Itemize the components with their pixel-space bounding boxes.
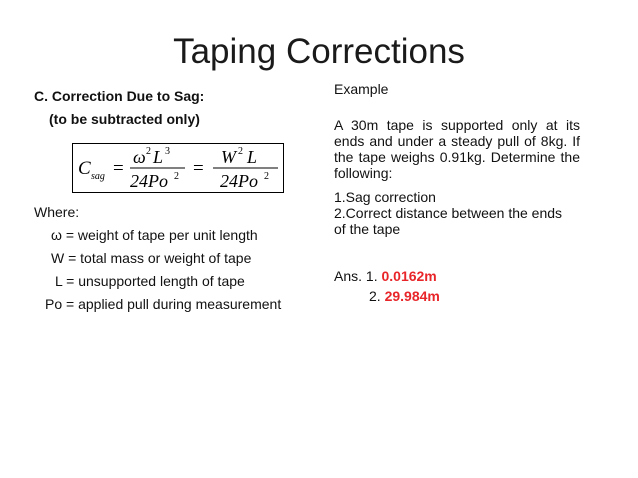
where-label: Where: bbox=[34, 204, 80, 220]
slide-title: Taping Corrections bbox=[173, 32, 465, 71]
answer-1-value: 0.0162m bbox=[381, 268, 437, 284]
problem-statement: A 30m tape is supported only at its ends and under a steady pull of 8kg. If the tape weighs 0.91kg. Determine the following: bbox=[334, 117, 580, 181]
frac2-numerator-W: W bbox=[221, 147, 236, 167]
answer-line-2 bbox=[369, 288, 440, 304]
section-subheading: (to be subtracted only) bbox=[49, 111, 200, 127]
definition-w: W = total mass or weight of tape bbox=[51, 250, 252, 266]
frac2-denominator-exp: 2 bbox=[264, 171, 269, 182]
answer-2-number: 2. bbox=[369, 288, 381, 304]
frac1-numerator-omega-exp: 2 bbox=[146, 146, 151, 157]
frac2-denominator: 24Po bbox=[220, 171, 258, 191]
formula-equals-1: = bbox=[113, 158, 124, 179]
frac1-denominator-exp: 2 bbox=[174, 171, 179, 182]
answer-2-value: 29.984m bbox=[384, 288, 440, 304]
definition-po: Po = applied pull during measurement bbox=[45, 296, 282, 312]
definition-l: L = unsupported length of tape bbox=[55, 273, 245, 289]
item-sag-correction: 1.Sag correction bbox=[334, 189, 436, 205]
example-label: Example bbox=[334, 81, 389, 97]
frac1-denominator: 24Po bbox=[130, 171, 168, 191]
answer-prefix: Ans. bbox=[334, 268, 363, 284]
formula-lhs: C bbox=[78, 158, 91, 179]
definition-omega: ω = weight of tape per unit length bbox=[51, 227, 258, 243]
sag-formula bbox=[72, 143, 284, 193]
formula-equals-2: = bbox=[193, 158, 204, 179]
answer-1-number: 1. bbox=[365, 268, 378, 284]
answer-line-1 bbox=[334, 268, 437, 284]
formula-lhs-subscript: sag bbox=[91, 171, 105, 182]
frac1-numerator-omega: ω bbox=[133, 147, 146, 167]
section-heading: C. Correction Due to Sag: bbox=[34, 88, 205, 104]
frac2-numerator-L: L bbox=[247, 147, 258, 167]
frac1-numerator-L-exp: 3 bbox=[165, 146, 170, 157]
formula-svg bbox=[73, 144, 283, 192]
frac1-numerator-L: L bbox=[153, 147, 164, 167]
frac2-numerator-W-exp: 2 bbox=[238, 146, 243, 157]
item-correct-distance-cont: of the tape bbox=[334, 221, 401, 237]
item-correct-distance: 2.Correct distance between the ends bbox=[334, 205, 563, 221]
